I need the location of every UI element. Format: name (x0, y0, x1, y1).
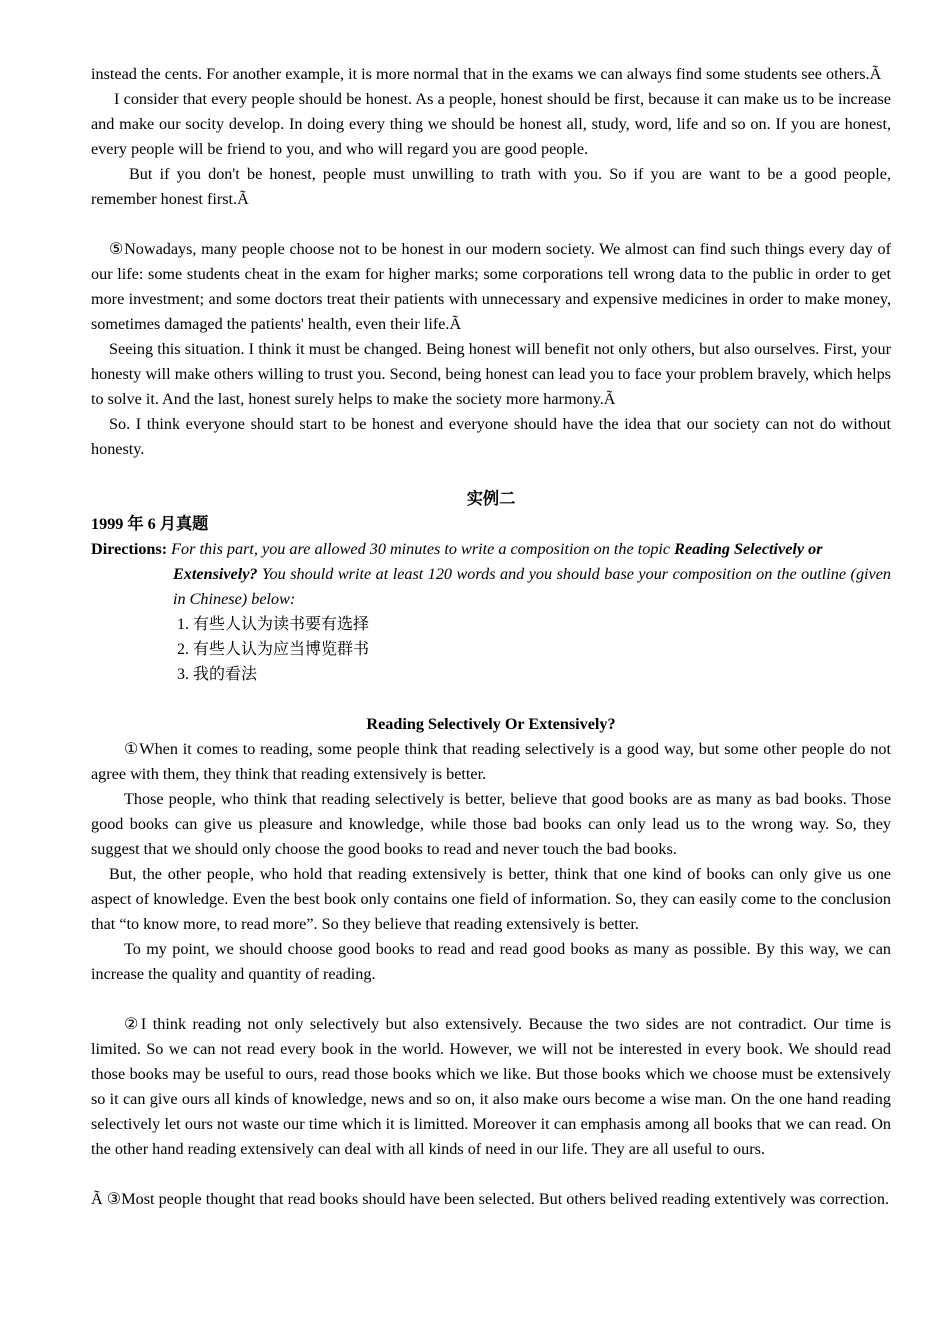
paragraph: To my point, we should choose good books to read and read good books as many as possible. By this way, we can increase the quality and quantity of reading. (91, 940, 891, 983)
directions-topic: Reading Selectively or (674, 540, 823, 558)
paragraph: ②I think reading not only selectively but also extensively. Because the two sides are not contradict. Our time is limited. So we can not read every book in the world. However, we will not be interested in every book. We should read those books may be useful to ours, read those books which we like. But those books which we choose must be extensively so it can give ours all kinds of knowledge, news and so on, it also make ours become a wise man. On the one hand reading selectively let ours not waste our time which it is limitted. Moreover it can emphasis among all books that we can read. On the other hand reading extensively can deal with all kinds of need in our life. They are all useful to ours. (91, 1015, 891, 1158)
spacer (91, 212, 891, 237)
outline-item: 2. 有些人认为应当博览群书 (177, 641, 370, 658)
directions (91, 537, 891, 612)
paragraph: ⑤Nowadays, many people choose not to be honest in our modern society. We almost can find such things every day of our life: some students cheat in the exam for higher marks; some corporations tell wrong data to the public in order to get more investment; and some doctors treat their patients with unnecessary and expensive medicines in order to make money, sometimes damaged the patients' health, even their life.Ã (91, 240, 891, 333)
outline-item: 3. 我的看法 (177, 666, 258, 683)
exam-heading: 1999 年 6 月真题 (91, 515, 209, 533)
paragraph: Those people, who think that reading selectively is better, believe that good books are as many as bad books. Those good books can give us pleasure and knowledge, while those bad books can only lead us to the wrong way. So, they suggest that we should only choose the good books to read and never touch the bad books. (91, 790, 891, 858)
directions-label: Directions: (91, 540, 168, 558)
paragraph: So. I think everyone should start to be honest and everyone should have the idea that our society can not do without honesty. (91, 415, 891, 458)
outline-list (177, 612, 891, 687)
directions-topic-cont: Extensively? (173, 565, 258, 583)
paragraph: Seeing this situation. I think it must be changed. Being honest will benefit not only others, but also ourselves. First, your honesty will make others willing to trust you. Second, being honest can lead you to face your problem bravely, which helps to solve it. And the last, honest surely helps to make the society more harmony.Ã (91, 340, 891, 408)
paragraph: But, the other people, who hold that reading extensively is better, think that one kind of books can only give us one aspect of knowledge. Even the best book only contains one field of information. So, they can easily come to the conclusion that “to know more, to read more”. So they believe that reading extensively is better. (91, 865, 891, 933)
directions-text: For this part, you are allowed 30 minutes to write a composition on the topic (171, 540, 671, 558)
paragraph: instead the cents. For another example, it is more normal that in the exams we can always find some students see others.Ã (91, 65, 882, 83)
paragraph: ①When it comes to reading, some people think that reading selectively is a good way, but some other people do not agree with them, they think that reading extensively is better. (91, 740, 891, 783)
spacer (91, 1162, 891, 1187)
outline-item: 1. 有些人认为读书要有选择 (177, 616, 370, 633)
essay-title: Reading Selectively Or Extensively? (366, 715, 616, 733)
spacer (91, 687, 891, 712)
paragraph: I consider that every people should be honest. As a people, honest should be first, because it can make us to be increase and make our socity develop. In doing every thing we should be honest all, study, word, life and so on. If you are honest, every people will be friend to you, and who will regard you are good people. (91, 90, 891, 158)
document-page (91, 62, 891, 1212)
spacer (91, 462, 891, 487)
paragraph: Ã ③Most people thought that read books should have been selected. But others belived reading extentively was correction. (91, 1190, 890, 1208)
example-heading: 实例二 (466, 490, 516, 508)
spacer (91, 987, 891, 1012)
directions-text-cont: You should write at least 120 words and you should base your composition on the outline (given in Chinese) below: (173, 565, 892, 608)
paragraph: But if you don't be honest, people must unwilling to trath with you. So if you are want to be a good people, remember honest first.Ã (91, 165, 891, 208)
